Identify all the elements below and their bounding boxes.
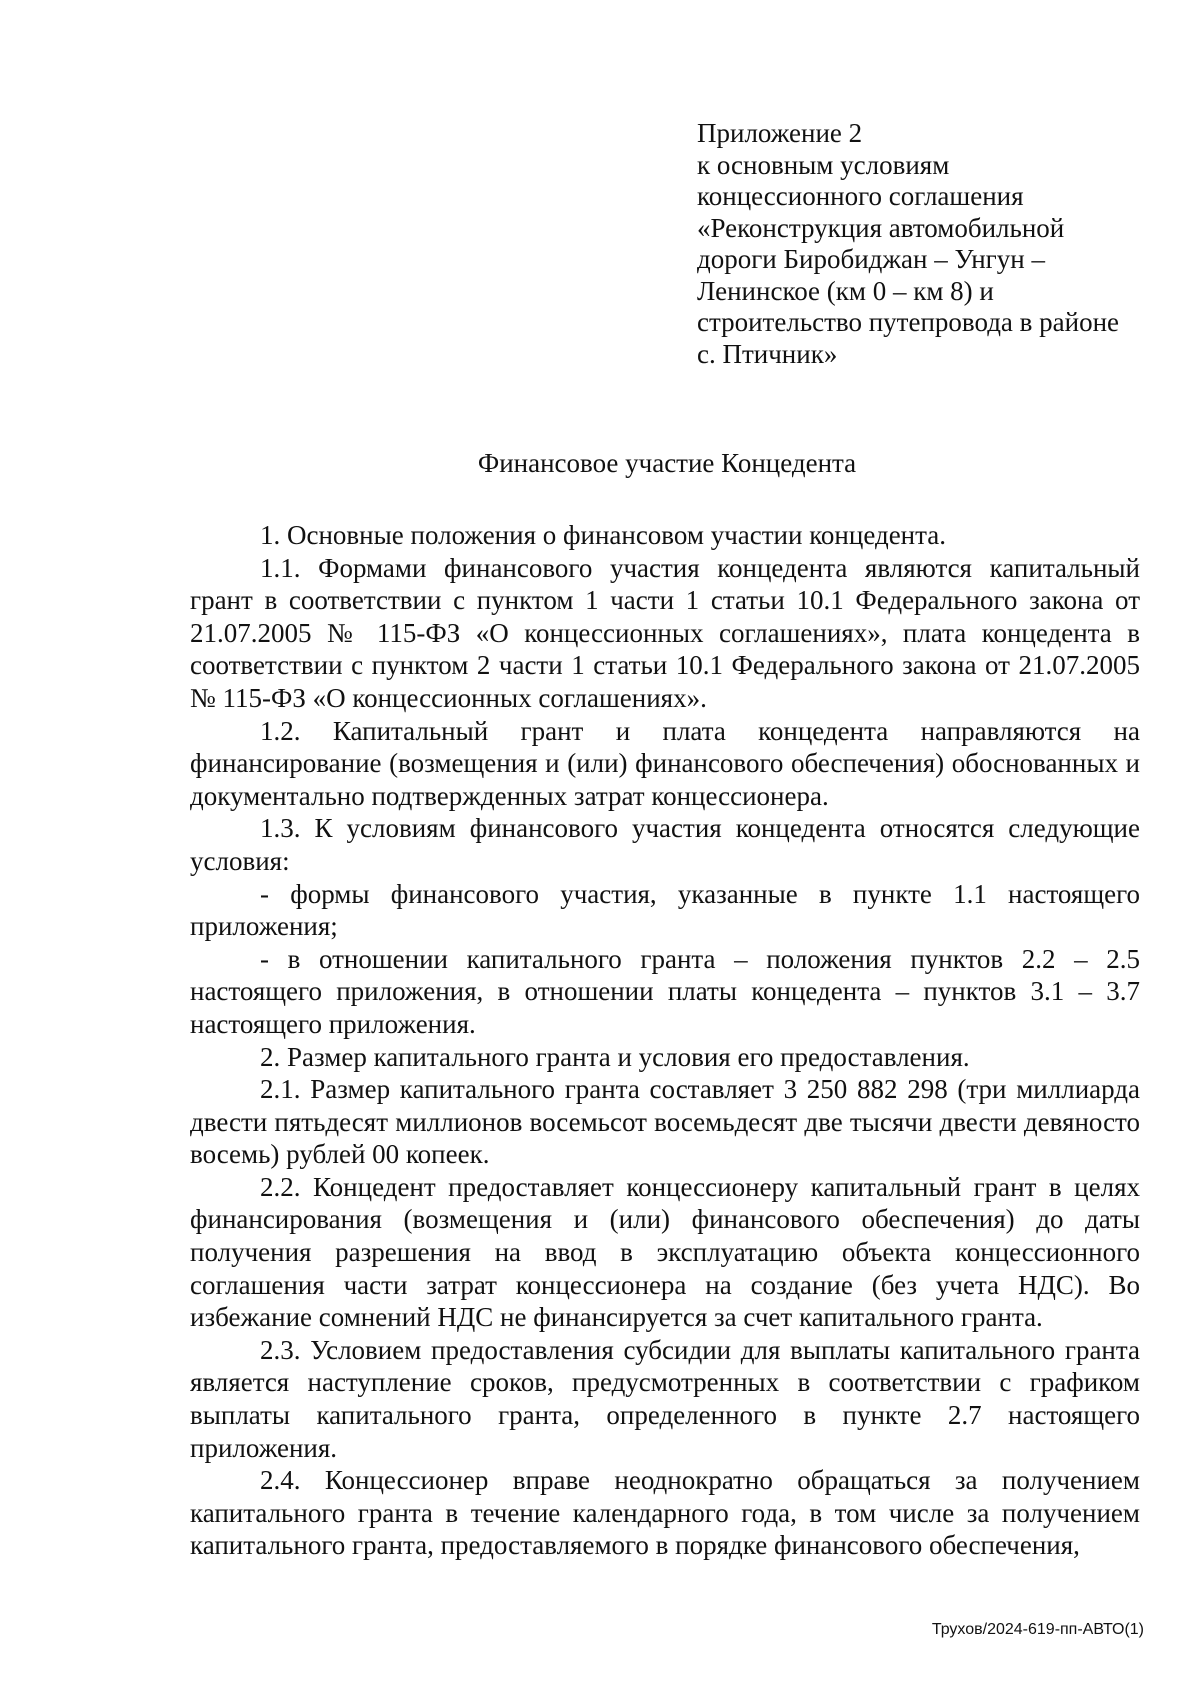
document-title: Финансовое участие Концедента: [477, 448, 857, 478]
appendix-header-line: строительство путепровода в районе: [697, 307, 1120, 337]
paragraph-1: 1. Основные положения о финансовом участии концедента.: [260, 520, 946, 550]
paragraph-1-2: 1.2. Капитальный грант и плата концедента направляются на финансирование (возмещения и (или) финансового обеспечения) обоснованных и документально подтвержденных затрат концессионера.: [190, 715, 1140, 811]
paragraph-1-1: 1.1. Формами финансового участия концедента являются капитальный грант в соответствии с пунктом 1 части 1 статьи 10.1 Федерального закона от 21.07.2005 № 115-ФЗ «О концессионных соглашениях», плата концедента в соответствии с пунктом 2 части 1 статьи 10.1 Федерального закона от 21.07.2005 № 115-ФЗ «О концессионных соглашениях».: [190, 552, 1140, 713]
paragraph-2-1: 2.1. Размер капитального гранта составляет 3 250 882 298 (три миллиарда двести пятьдесят миллионов восемьсот восемьдесят две тысячи двести девяносто восемь) рублей 00 копеек.: [190, 1074, 1140, 1170]
appendix-header-line: Ленинское (км 0 – км 8) и: [697, 275, 994, 306]
appendix-header-line: с. Птичник»: [697, 338, 838, 369]
paragraph-2: 2. Размер капитального гранта и условия его предоставления.: [260, 1041, 970, 1072]
appendix-header-line: «Реконструкция автомобильной: [697, 212, 1065, 243]
paragraph-1-3: 1.3. К условиям финансового участия концедента относятся следующие условия:: [190, 813, 1140, 876]
appendix-header-line: дороги Биробиджан – Унгун –: [697, 244, 1045, 274]
paragraph-2-2: 2.2. Концедент предоставляет концессионеру капитальный грант в целях финансирования (возмещения и (или) финансового обеспечения) до даты получения разрешения на ввод в эксплуатацию объекта концессионного соглашения части затрат концессионера на создание (без учета НДС). Во избежание сомнений НДС не финансируется за счет капитального гранта.: [190, 1171, 1140, 1333]
document-body: [190, 519, 1140, 1562]
paragraph-2-3: 2.3. Условием предоставления субсидии для выплаты капитального гранта является наступление сроков, предусмотренных в соответствии с графиком выплаты капитального гранта, определенного в пункте 2.7 настоящего приложения.: [190, 1334, 1140, 1463]
appendix-header-line: концессионного соглашения: [697, 181, 1024, 211]
footer-document-code: Трухов/2024-619-пп-АВТО(1): [931, 1621, 1144, 1638]
appendix-header-line: Приложение 2: [697, 118, 863, 148]
appendix-header: [697, 118, 1177, 370]
paragraph-1-3-item-a: - формы финансового участия, указанные в пункте 1.1 настоящего приложения;: [190, 878, 1140, 942]
paragraph-1-3-item-b: - в отношении капитального гранта – положения пунктов 2.2 – 2.5 настоящего приложения, в отношении платы концедента – пунктов 3.1 – 3.7 настоящего приложения.: [190, 943, 1140, 1039]
paragraph-2-4: 2.4. Концессионер вправе неоднократно обращаться за получением капитального гранта в течение календарного года, в том числе за получением капитального гранта, предоставляемого в порядке финансового обеспечения,: [190, 1465, 1140, 1561]
appendix-header-line: к основным условиям: [697, 149, 950, 180]
